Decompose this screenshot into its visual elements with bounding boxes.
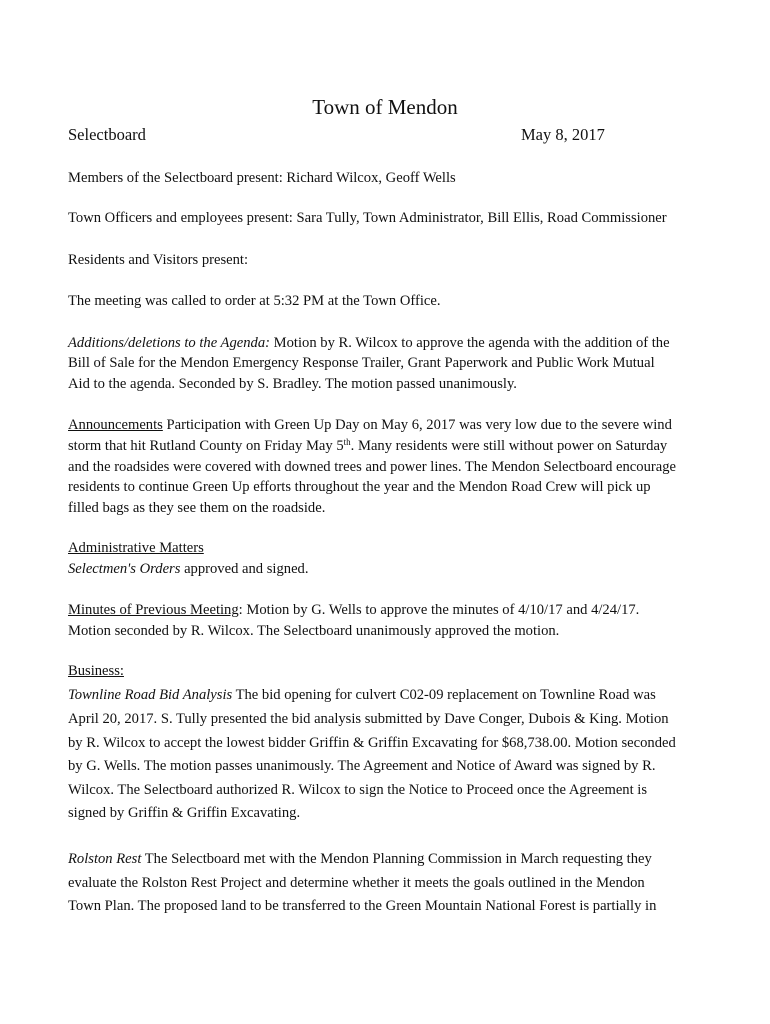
townline-line: by R. Wilcox to accept the lowest bidder Griffin & Griffin Excavating for $68,738.00. Motion seconded <box>68 735 676 751</box>
minutes-line: Motion seconded by R. Wilcox. The Selectboard unanimously approved the motion. <box>68 623 560 639</box>
rolston-text: The Selectboard met with the Mendon Planning Commission in March requesting they <box>141 851 652 867</box>
minutes-heading: Minutes of Previous Meeting <box>68 602 239 618</box>
members-present: Members of the Selectboard present: Richard Wilcox, Geoff Wells <box>68 170 456 186</box>
agenda-heading: Additions/deletions to the Agenda: <box>68 335 270 351</box>
townline-line: April 20, 2017. S. Tully presented the bid analysis submitted by Dave Conger, Dubois & King. Motion <box>68 711 669 727</box>
officers-present: Town Officers and employees present: Sara Tully, Town Administrator, Bill Ellis, Road Commissioner <box>68 210 667 226</box>
agenda-line: Bill of Sale for the Mendon Emergency Response Trailer, Grant Paperwork and Public Work Mutual <box>68 355 655 371</box>
townline-line <box>68 686 656 704</box>
townline-label: Townline Road Bid Analysis <box>68 687 233 703</box>
ordinal-suffix: th <box>343 437 351 447</box>
townline-line: signed by Griffin & Griffin Excavating. <box>68 805 301 821</box>
townline-line: by G. Wells. The motion passes unanimously. The Agreement and Notice of Award was signed by R. <box>68 758 656 774</box>
announcements-line <box>68 437 667 455</box>
announcements-text: . Many residents were still without power on Saturday <box>350 438 668 454</box>
announcements-heading: Announcements <box>68 417 163 433</box>
townline-text: The bid opening for culvert C02-09 replacement on Townline Road was <box>232 687 656 703</box>
announcements-text: Participation with Green Up Day on May 6, 2017 was very low due to the severe wind <box>162 417 672 433</box>
announcements-text: storm that hit Rutland County on Friday May 5 <box>68 438 344 454</box>
minutes-text: : Motion by G. Wells to approve the minutes of 4/10/17 and 4/24/17. <box>238 602 640 618</box>
document-title: Town of Mendon <box>312 95 458 119</box>
rolston-line <box>68 850 652 868</box>
minutes-line <box>68 601 639 619</box>
call-to-order: The meeting was called to order at 5:32 PM at the Town Office. <box>68 293 441 309</box>
rolston-line: evaluate the Rolston Rest Project and determine whether it meets the goals outlined in the Mendon <box>68 875 645 891</box>
meeting-date: May 8, 2017 <box>521 125 605 144</box>
selectmens-orders-label: Selectmen's Orders <box>68 561 181 577</box>
townline-line: Wilcox. The Selectboard authorized R. Wilcox to sign the Notice to Proceed once the Agreement is <box>68 782 648 798</box>
administrative-line <box>68 560 309 578</box>
board-name: Selectboard <box>68 125 146 144</box>
rolston-label: Rolston Rest <box>68 851 142 867</box>
announcements-line: and the roadsides were covered with downed trees and power lines. The Mendon Selectboard encourage <box>68 459 676 475</box>
agenda-text: Motion by R. Wilcox to approve the agenda with the addition of the <box>270 335 670 351</box>
announcements-line: filled bags as they see them on the roadside. <box>68 500 326 516</box>
rolston-line: Town Plan. The proposed land to be transferred to the Green Mountain National Forest is partially in <box>68 898 657 914</box>
residents-present: Residents and Visitors present: <box>68 252 249 268</box>
announcements-line: residents to continue Green Up efforts throughout the year and the Mendon Road Crew will pick up <box>68 479 651 495</box>
announcements-line <box>68 416 672 434</box>
business-heading: Business: <box>68 663 124 679</box>
administrative-heading: Administrative Matters <box>68 540 204 556</box>
agenda-line <box>68 334 670 352</box>
selectmens-orders-text: approved and signed. <box>180 561 309 577</box>
agenda-line: Aid to the agenda. Seconded by S. Bradley. The motion passed unanimously. <box>68 376 517 392</box>
